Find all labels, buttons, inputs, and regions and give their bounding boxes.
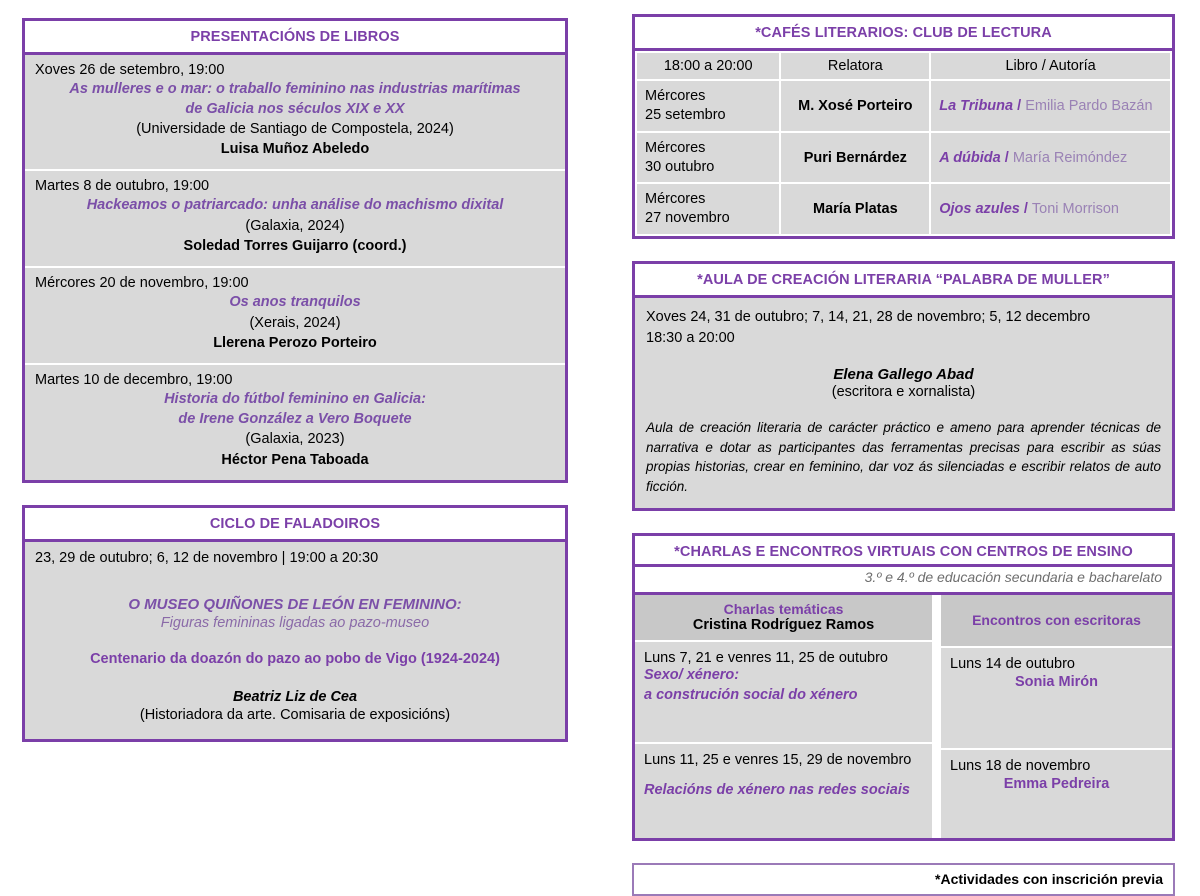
presentations-title: PRESENTACIÓNS DE LIBROS [25, 21, 565, 55]
presentation-title-line1: Historia do fútbol feminino en Galicia: [164, 391, 426, 408]
list-item [25, 55, 565, 171]
column-header-relatora: Relatora [780, 52, 930, 80]
right-column [632, 14, 1175, 896]
charlas-title: *CHARLAS E ENCONTROS VIRTUAIS CON CENTROS DE ENSINO [635, 536, 1172, 567]
book-title: Ojos azules [939, 201, 1020, 218]
table-header-row [636, 52, 1171, 80]
column-header-book: Libro / Autoría [930, 52, 1171, 80]
faladoiros-dates: 23, 29 de outubro; 6, 12 de novembro | 19:00 a 20:30 [35, 549, 379, 566]
presentation-author: Héctor Pena Taboada [221, 451, 369, 468]
presentation-date: Mércores 20 de novembro, 19:00 [35, 275, 249, 292]
presentation-title-line2: de Galicia nos séculos XIX e XX [185, 100, 405, 117]
charlas-table [635, 595, 1172, 838]
presentation-title-line1: Hackeamos o patriarcado: unha análise do machismo dixital [86, 197, 504, 214]
table-row [941, 750, 1172, 838]
cell-book [930, 80, 1171, 132]
presentation-title-line2: de Irene González a Vero Boquete [178, 410, 412, 427]
inscription-note: *Actividades con inscrición previa [632, 863, 1175, 896]
cell-date-line2: 30 outubro [645, 158, 715, 175]
aula-dates [646, 307, 1161, 349]
charlas-topic-line1: Relacións de xénero nas redes sociais [644, 782, 910, 799]
presentation-title-line1: Os anos tranquilos [229, 294, 361, 311]
encontro-writer: Emma Pedreira [1003, 776, 1110, 793]
charlas-subtitle: 3.º e 4.º de educación secundaria e bacharelato [635, 567, 1172, 595]
presentation-publisher: (Xerais, 2024) [249, 314, 341, 331]
faladoiros-centenary: Centenario da doazón do pazo ao pobo de Vigo (1924-2024) [90, 650, 500, 667]
charlas-right-header [941, 595, 1172, 648]
aula-box [632, 261, 1175, 511]
cell-date [636, 132, 780, 184]
charlas-left-header [635, 595, 932, 642]
cell-date [636, 80, 780, 132]
book-separator: / [1013, 97, 1026, 114]
aula-body [635, 298, 1172, 508]
left-column [22, 18, 568, 742]
presentations-list [25, 55, 565, 480]
charlas-right-header-label: Encontros con escritoras [972, 612, 1141, 629]
presentation-publisher: (Universidade de Santiago de Compostela, 2024) [136, 121, 454, 138]
charlas-left-header-speaker: Cristina Rodríguez Ramos [692, 617, 875, 634]
book-author: María Reimóndez [1012, 149, 1128, 166]
book-author: Emilia Pardo Bazán [1025, 97, 1153, 114]
charlas-topic-line2: a construción social do xénero [644, 686, 858, 703]
list-item [25, 365, 565, 479]
presentation-title-line1: As mulleres e o mar: o traballo feminino nas industrias marítimas [69, 81, 521, 97]
presentation-author: Llerena Perozo Porteiro [213, 335, 377, 352]
encontro-date: Luns 14 de outubro [950, 656, 1075, 673]
charlas-topic-line1: Sexo/ xénero: [644, 667, 740, 684]
presentation-author: Soledad Torres Guijarro (coord.) [183, 238, 407, 255]
table-row [636, 183, 1171, 235]
table-row [941, 648, 1172, 750]
faladoiros-title: CICLO DE FALADOIROS [25, 508, 565, 542]
faladoiros-speaker: Beatriz Liz de Cea [232, 688, 358, 705]
book-separator: / [1000, 149, 1013, 166]
book-title: La Tribuna [939, 97, 1014, 114]
cell-relatora: M. Xosé Porteiro [780, 80, 930, 132]
encontro-writer: Sonia Mirón [1015, 674, 1098, 691]
table-row [635, 642, 932, 744]
faladoiros-box [22, 505, 568, 742]
table-row [636, 80, 1171, 132]
charlas-date: Luns 11, 25 e venres 15, 29 de novembro [644, 752, 912, 769]
aula-dates-line2: 18:30 a 20:00 [646, 330, 735, 347]
cell-relatora: Puri Bernárdez [780, 132, 930, 184]
list-item [25, 171, 565, 268]
charlas-left-column [635, 595, 932, 838]
presentation-publisher: (Galaxia, 2023) [245, 431, 345, 448]
aula-instructor: Elena Gallego Abad [833, 366, 974, 384]
aula-title: *AULA DE CREACIÓN LITERARIA “PALABRA DE MULLER” [635, 264, 1172, 298]
aula-dates-line1: Xoves 24, 31 de outubro; 7, 14, 21, 28 de novembro; 5, 12 decembro [646, 309, 1091, 326]
cell-book [930, 132, 1171, 184]
presentations-box [22, 18, 568, 483]
presentation-date: Martes 8 de outubro, 19:00 [35, 178, 210, 195]
encontro-date: Luns 18 de novembro [950, 758, 1091, 775]
list-item [25, 268, 565, 365]
aula-instructor-role: (escritora e xornalista) [831, 384, 976, 401]
faladoiros-body [25, 542, 565, 739]
cell-date-line1: Mércores [645, 191, 706, 208]
faladoiros-main-title: O MUSEO QUIÑONES DE LEÓN EN FEMININO: [128, 595, 462, 613]
table-row [635, 744, 932, 832]
table-row [636, 132, 1171, 184]
cell-date-line1: Mércores [645, 139, 706, 156]
column-header-time: 18:00 a 20:00 [636, 52, 780, 80]
charlas-box [632, 533, 1175, 841]
faladoiros-speaker-role: (Historiadora da arte. Comisaria de exposicións) [139, 706, 451, 723]
charlas-date: Luns 7, 21 e venres 11, 25 de outubro [644, 650, 888, 667]
cell-date-line2: 25 setembro [645, 106, 726, 123]
presentation-date: Xoves 26 de setembro, 19:00 [35, 62, 225, 78]
charlas-right-column [941, 595, 1172, 838]
book-separator: / [1019, 201, 1032, 218]
cell-book [930, 183, 1171, 235]
cafes-table [635, 51, 1172, 236]
cell-date [636, 183, 780, 235]
cafes-box [632, 14, 1175, 239]
cafes-title: *CAFÉS LITERARIOS: CLUB DE LECTURA [635, 17, 1172, 51]
book-author: Toni Morrison [1031, 201, 1119, 218]
book-title: A dúbida [939, 149, 1001, 166]
cafes-table-wrap [635, 51, 1172, 236]
faladoiros-subtitle: Figuras femininas ligadas ao pazo-museo [160, 614, 430, 631]
cell-relatora: María Platas [780, 183, 930, 235]
presentation-date: Martes 10 de decembro, 19:00 [35, 372, 233, 389]
aula-description: Aula de creación literaria de carácter práctico e ameno para aprender técnicas de narrativa e dotar as participantes das ferramentas precisas para escribir as súas propias historias, crear en feminino, dar voz ás silenciadas e escribir relatos de auto ficción. [646, 420, 1161, 494]
column-divider [932, 595, 941, 838]
cell-date-line1: Mércores [645, 88, 706, 104]
presentation-publisher: (Galaxia, 2024) [245, 218, 345, 234]
charlas-left-header-label: Charlas temáticas [723, 601, 844, 618]
presentation-author: Luisa Muñoz Abeledo [220, 141, 370, 158]
cell-date-line2: 27 novembro [645, 210, 730, 227]
